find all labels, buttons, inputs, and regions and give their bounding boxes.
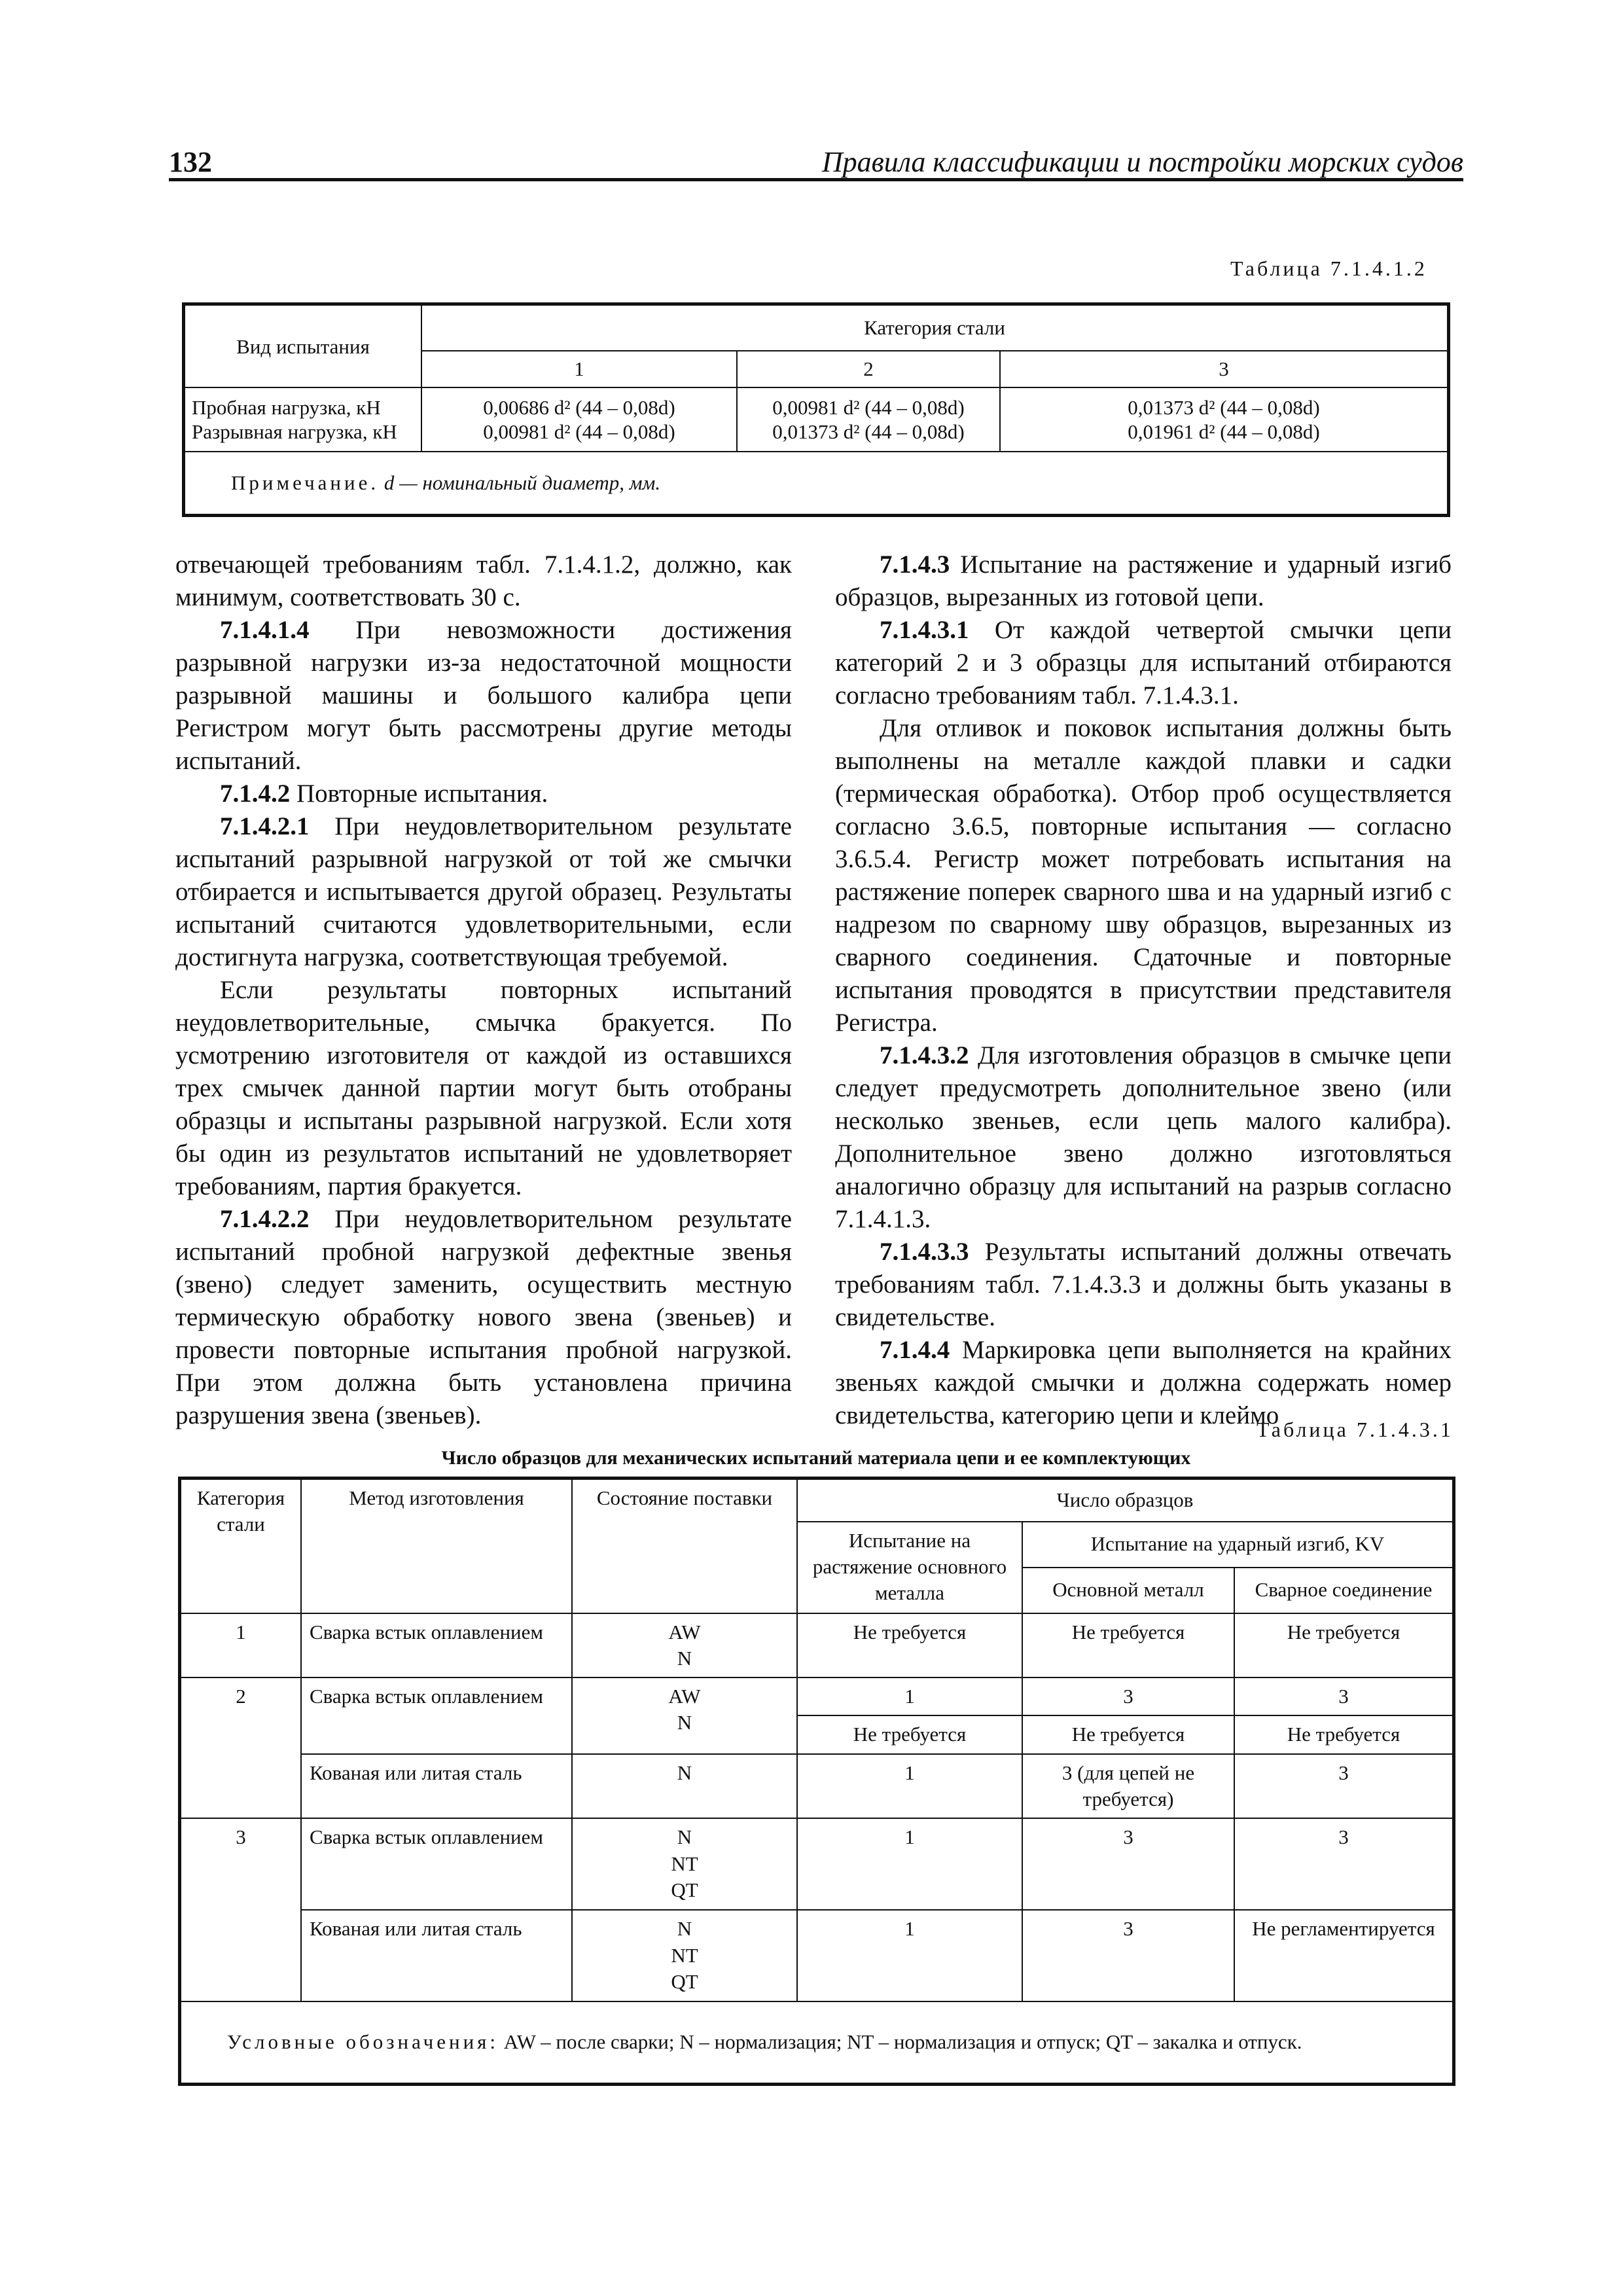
legend-text: AW – после сварки; N – нормализация; NT – нормализация и отпуск; QT – закалка и отпуск. — [503, 2030, 1302, 2054]
row-label-proof-load: Пробная нагрузка, кН — [192, 396, 381, 420]
row2-base-n: Не требуется — [1022, 1715, 1234, 1753]
row4-weld: 3 — [1234, 1818, 1454, 1910]
note-label: Примечание. — [231, 471, 380, 495]
row1-category: 1 — [180, 1613, 302, 1678]
clause-number: 7.1.4.3.2 — [880, 1041, 969, 1069]
clause-number: 7.1.4.2.2 — [220, 1205, 310, 1233]
table-sample-count — [178, 1477, 1455, 2086]
header-method: Метод изготовления — [301, 1479, 572, 1613]
row2-condition: AW N — [572, 1677, 797, 1754]
row5-weld: Не регламентируется — [1234, 1910, 1454, 2001]
cell-category-2 — [737, 387, 1000, 452]
row4-tensile: 1 — [797, 1818, 1022, 1910]
row2-weld-aw: 3 — [1234, 1677, 1454, 1715]
header-base-metal: Основной металл — [1022, 1568, 1234, 1613]
header-weld: Сварное соединение — [1234, 1568, 1454, 1613]
row-label-break-load: Разрывная нагрузка, кН — [192, 420, 397, 444]
left-text-column — [175, 548, 792, 1432]
header-category-2: 2 — [737, 351, 1000, 388]
paragraph — [835, 712, 1452, 1039]
header-condition: Состояние поставки — [572, 1479, 797, 1613]
header-test-type: Вид испытания — [184, 304, 422, 388]
paragraph-text: При неудовлетворительном результате испытаний пробной нагрузкой дефектные звенья (звено) следует заменить, осуществить местную термическую обработку нового звена (звеньев) и провести повторные испытания пробной нагрузкой. При этом должна быть установлена причина разрушения звена (звеньев). — [175, 1205, 792, 1429]
row4-base: 3 — [1022, 1818, 1234, 1910]
clause-number: 7.1.4.3.1 — [880, 616, 969, 644]
row2-tensile-n: Не требуется — [797, 1715, 1022, 1753]
row5-method: Кованая или литая сталь — [301, 1910, 572, 2001]
row1-base: Не требуется — [1022, 1613, 1234, 1678]
note-text: d — номинальный диаметр, мм. — [383, 471, 661, 495]
table2-title: Число образцов для механических испытаний материала цепи и ее комплектующих — [441, 1447, 1191, 1469]
row5-tensile: 1 — [797, 1910, 1022, 2001]
paragraph-text: Результаты испытаний должны отвечать требованиям табл. 7.1.4.3.3 и должны быть указаны в свидетельстве. — [835, 1238, 1452, 1331]
row4-category: 3 — [180, 1818, 302, 2001]
clause-number: 7.1.4.3.3 — [880, 1238, 969, 1266]
page-number: 132 — [169, 146, 212, 178]
paragraph — [175, 810, 792, 974]
right-text-column — [835, 548, 1452, 1432]
paragraph-text: отвечающей требованиям табл. 7.1.4.1.2, должно, как минимум, соответствовать 30 с. — [175, 550, 792, 611]
paragraph-text: Маркировка цепи выполняется на крайних звеньях каждой смычки и должна содержать номер свидетельства, категорию цепи и клеймо — [835, 1336, 1452, 1429]
clause-number: 7.1.4.3 — [880, 550, 950, 579]
table1-caption: Таблица 7.1.4.1.2 — [1230, 257, 1427, 280]
proof-load-cat3: 0,01373 d² (44 – 0,08d) — [1128, 396, 1320, 420]
paragraph-text: Для отливок и поковок испытания должны быть выполнены на металле каждой плавки и садки (термическая обработка). Отбор проб осуществляется согласно 3.6.5, повторные испытания — согласно 3.6.5.4. Регистр может потребовать испытания на растяжение поперек сварного шва и на ударный изгиб с надрезом по сварному шву образцов, вырезанных из сварного соединения. Сдаточные и повторные испытания проводятся в присутствии представителя Регистра. — [835, 714, 1452, 1037]
paragraph-text: Испытание на растяжение и ударный изгиб образцов, вырезанных из готовой цепи. — [835, 550, 1452, 611]
paragraph — [175, 974, 792, 1203]
header-steel-category: Категория стали — [421, 304, 1449, 351]
paragraph-text: Если результаты повторных испытаний неудовлетворительные, смычка бракуется. По усмотрению изготовителя от каждой из оставшихся трех смычек данной партии могут быть отобраны образцы и испытаны разрывной нагрузкой. Если хотя бы один из результатов испытаний не удовлетворяет требованиям, партия бракуется. — [175, 976, 792, 1200]
table1-note — [184, 452, 1449, 516]
cell-category-1 — [421, 387, 737, 452]
paragraph — [835, 614, 1452, 712]
clause-number: 7.1.4.2.1 — [220, 812, 310, 840]
row3-tensile: 1 — [797, 1754, 1022, 1819]
paragraph — [175, 548, 792, 614]
row2-method: Сварка встык оплавлением — [301, 1677, 572, 1754]
header-impact: Испытание на ударный изгиб, KV — [1022, 1522, 1454, 1568]
row2-tensile-aw: 1 — [797, 1677, 1022, 1715]
table-load-tests — [182, 302, 1450, 517]
row3-condition: N — [572, 1754, 797, 1819]
row4-method: Сварка встык оплавлением — [301, 1818, 572, 1910]
row5-condition: N NT QT — [572, 1910, 797, 2001]
paragraph — [835, 1236, 1452, 1334]
header-category-1: 1 — [421, 351, 737, 388]
break-load-cat1: 0,00981 d² (44 – 0,08d) — [483, 420, 675, 444]
clause-number: 7.1.4.1.4 — [220, 616, 310, 644]
table2-caption: Таблица 7.1.4.3.1 — [1257, 1418, 1454, 1441]
header-category: Категория стали — [180, 1479, 302, 1613]
row3-weld: 3 — [1234, 1754, 1454, 1819]
row1-method: Сварка встык оплавлением — [301, 1613, 572, 1678]
row3-base: 3 (для цепей не требуется) — [1022, 1754, 1234, 1819]
paragraph-text: Повторные испытания. — [290, 780, 548, 808]
cell-category-3 — [1000, 387, 1449, 452]
paragraph — [175, 778, 792, 810]
row3-method: Кованая или литая сталь — [301, 1754, 572, 1819]
paragraph-text: Для изготовления образцов в смычке цепи следует предусмотреть дополнительное звено (или несколько звеньев, если цепь малого калибра). Дополнительное звено должно изготовляться аналогично образцу для испытаний на разрыв согласно 7.1.4.1.3. — [835, 1041, 1452, 1233]
paragraph — [835, 1039, 1452, 1236]
row1-weld: Не требуется — [1234, 1613, 1454, 1678]
running-title: Правила классификации и постройки морских судов — [821, 146, 1463, 178]
paragraph-text: При неудовлетворительном результате испытаний разрывной нагрузкой от той же смычки отбирается и испытывается другой образец. Результаты испытаний считаются удовлетворительными, если достигнута нагрузка, соответствующая требуемой. — [175, 812, 792, 971]
break-load-cat3: 0,01961 d² (44 – 0,08d) — [1128, 420, 1320, 444]
row4-condition: N NT QT — [572, 1818, 797, 1910]
legend-label: Условные обозначения: — [227, 2030, 499, 2054]
row1-tensile: Не требуется — [797, 1613, 1022, 1678]
clause-number: 7.1.4.2 — [220, 780, 291, 808]
header-samples: Число образцов — [797, 1479, 1454, 1522]
proof-load-cat2: 0,00981 d² (44 – 0,08d) — [772, 396, 965, 420]
paragraph — [835, 548, 1452, 614]
paragraph — [175, 1203, 792, 1432]
row2-base-aw: 3 — [1022, 1677, 1234, 1715]
paragraph — [175, 614, 792, 778]
row2-category: 2 — [180, 1677, 302, 1818]
header-rule — [169, 178, 1463, 181]
row-labels — [184, 387, 422, 452]
header-category-3: 3 — [1000, 351, 1449, 388]
break-load-cat2: 0,01373 d² (44 – 0,08d) — [772, 420, 965, 444]
proof-load-cat1: 0,00686 d² (44 – 0,08d) — [483, 396, 675, 420]
paragraph-text: От каждой четвертой смычки цепи категорий 2 и 3 образцы для испытаний отбираются согласно требованиям табл. 7.1.4.3.1. — [835, 616, 1452, 709]
row2-weld-n: Не требуется — [1234, 1715, 1454, 1753]
clause-number: 7.1.4.4 — [880, 1336, 950, 1364]
paragraph-text: При невозможности достижения разрывной нагрузки из-за недостаточной мощности разрывной машины и большого калибра цепи Регистром могут быть рассмотрены другие методы испытаний. — [175, 616, 792, 775]
row1-condition: AW N — [572, 1613, 797, 1678]
table2-legend — [180, 2001, 1454, 2084]
row5-base: 3 — [1022, 1910, 1234, 2001]
header-tensile: Испытание на растяжение основного металла — [797, 1522, 1022, 1613]
page-header — [169, 145, 1463, 178]
